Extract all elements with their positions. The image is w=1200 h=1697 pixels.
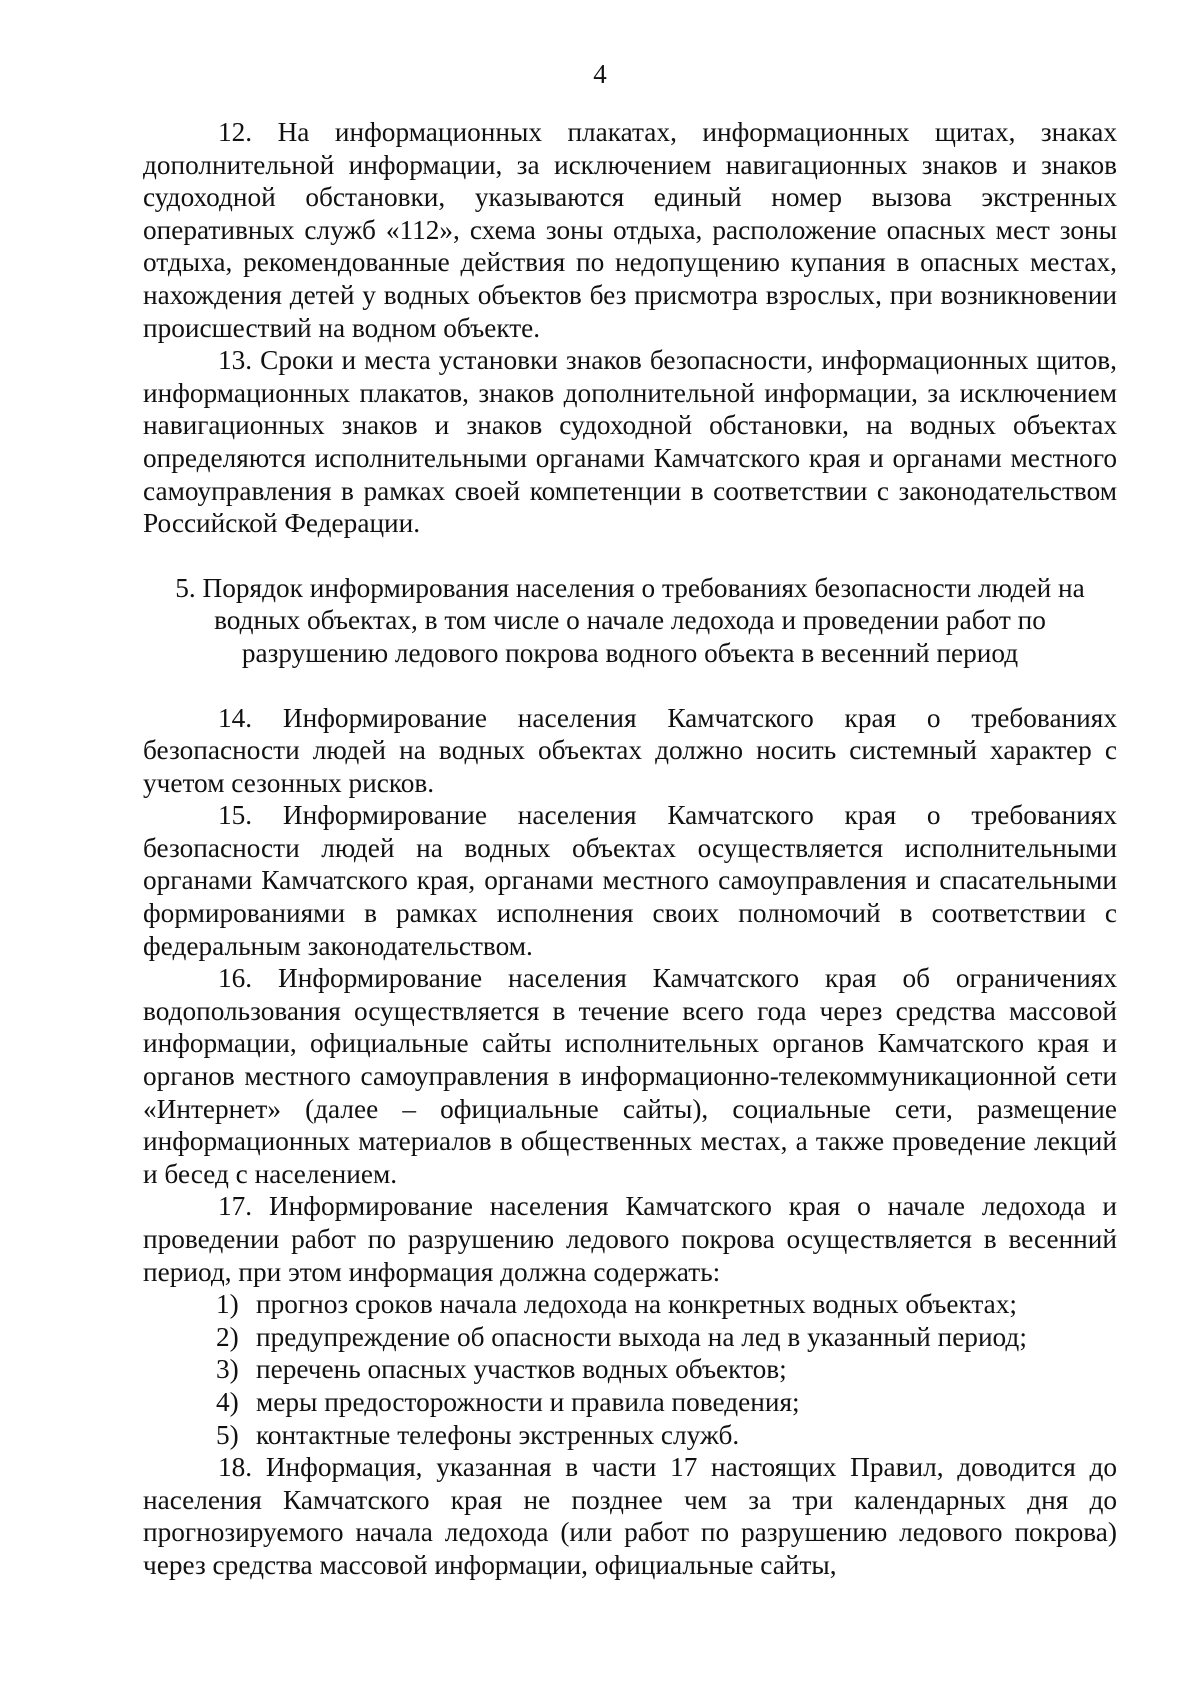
section-heading: 5. Порядок информирования населения о требованиях безопасности людей на водных объектах, в том числе о начале ледохода и проведении работ по разрушению ледового покрова водного объекта в весенний период — [175, 572, 1085, 668]
list-item-number: 1) — [216, 1289, 239, 1320]
list-item-text: меры предосторожности и правила поведения; — [256, 1386, 800, 1417]
paragraph-14: 14. Информирование населения Камчатского края о требованиях безопасности людей на водных объектах должно носить системный характер с учетом сезонных рисков. — [143, 702, 1117, 798]
paragraph-13: 13. Сроки и места установки знаков безопасности, информационных щитов, информационных плакатов, знаков дополнительной информации, за исключением навигационных знаков и знаков судоходной обстановки, на водных объектах определяются исполнительными органами Камчатского края и органами местного самоуправления в рамках своей компетенции в соответствии с законодательством Российской Федерации. — [143, 345, 1117, 539]
list-item-text: перечень опасных участков водных объектов; — [256, 1354, 787, 1385]
paragraph-17: 17. Информирование населения Камчатского края о начале ледохода и проведении работ по разрушению ледового покрова осуществляется в весенний период, при этом информация должна содержать: — [143, 1191, 1117, 1287]
list-item — [143, 1288, 1117, 1321]
list-item-number: 3) — [216, 1354, 239, 1385]
list-item-text: предупреждение об опасности выхода на лед в указанный период; — [256, 1321, 1027, 1352]
document-body — [143, 116, 1117, 1582]
paragraph-16: 16. Информирование населения Камчатского края об ограничениях водопользования осуществляется в течение всего года через средства массовой информации, официальные сайты исполнительных органов Камчатского края и органов местного самоуправления в информационно-телекоммуникационной сети «Интернет» (далее – официальные сайты), социальные сети, размещение информационных материалов в общественных местах, а также проведение лекций и бесед с населением. — [143, 963, 1117, 1189]
list-item — [143, 1353, 1117, 1386]
paragraph-15: 15. Информирование населения Камчатского края о требованиях безопасности людей на водных объектах осуществляется исполнительными органами Камчатского края, органами местного самоуправления и спасательными формированиями в рамках исполнения своих полномочий в соответствии с федеральным законодательством. — [143, 800, 1117, 961]
requirements-list — [143, 1288, 1117, 1451]
list-item-number: 4) — [216, 1386, 239, 1417]
paragraph-18: 18. Информация, указанная в части 17 настоящих Правил, доводится до населения Камчатского края не позднее чем за три календарных дня до прогнозируемого начала ледохода (или работ по разрушению ледового покрова) через средства массовой информации, официальные сайты, — [143, 1452, 1117, 1580]
page-number: 4 — [593, 59, 607, 89]
list-item-number: 2) — [216, 1321, 239, 1352]
paragraph-12: 12. На информационных плакатах, информационных щитах, знаках дополнительной информации, за исключением навигационных знаков и знаков судоходной обстановки, указываются единый номер вызова экстренных оперативных служб «112», схема зоны отдыха, расположение опасных мест зоны отдыха, рекомендованные действия по недопущению купания в опасных местах, нахождения детей у водных объектов без присмотра взрослых, при возникновении происшествий на водном объекте. — [143, 117, 1117, 343]
list-item-text: прогноз сроков начала ледохода на конкретных водных объектах; — [256, 1289, 1017, 1320]
list-item — [143, 1321, 1117, 1354]
list-item — [143, 1419, 1117, 1452]
list-item-text: контактные телефоны экстренных служб. — [256, 1419, 740, 1450]
list-item — [143, 1386, 1117, 1419]
list-item-number: 5) — [216, 1419, 239, 1450]
